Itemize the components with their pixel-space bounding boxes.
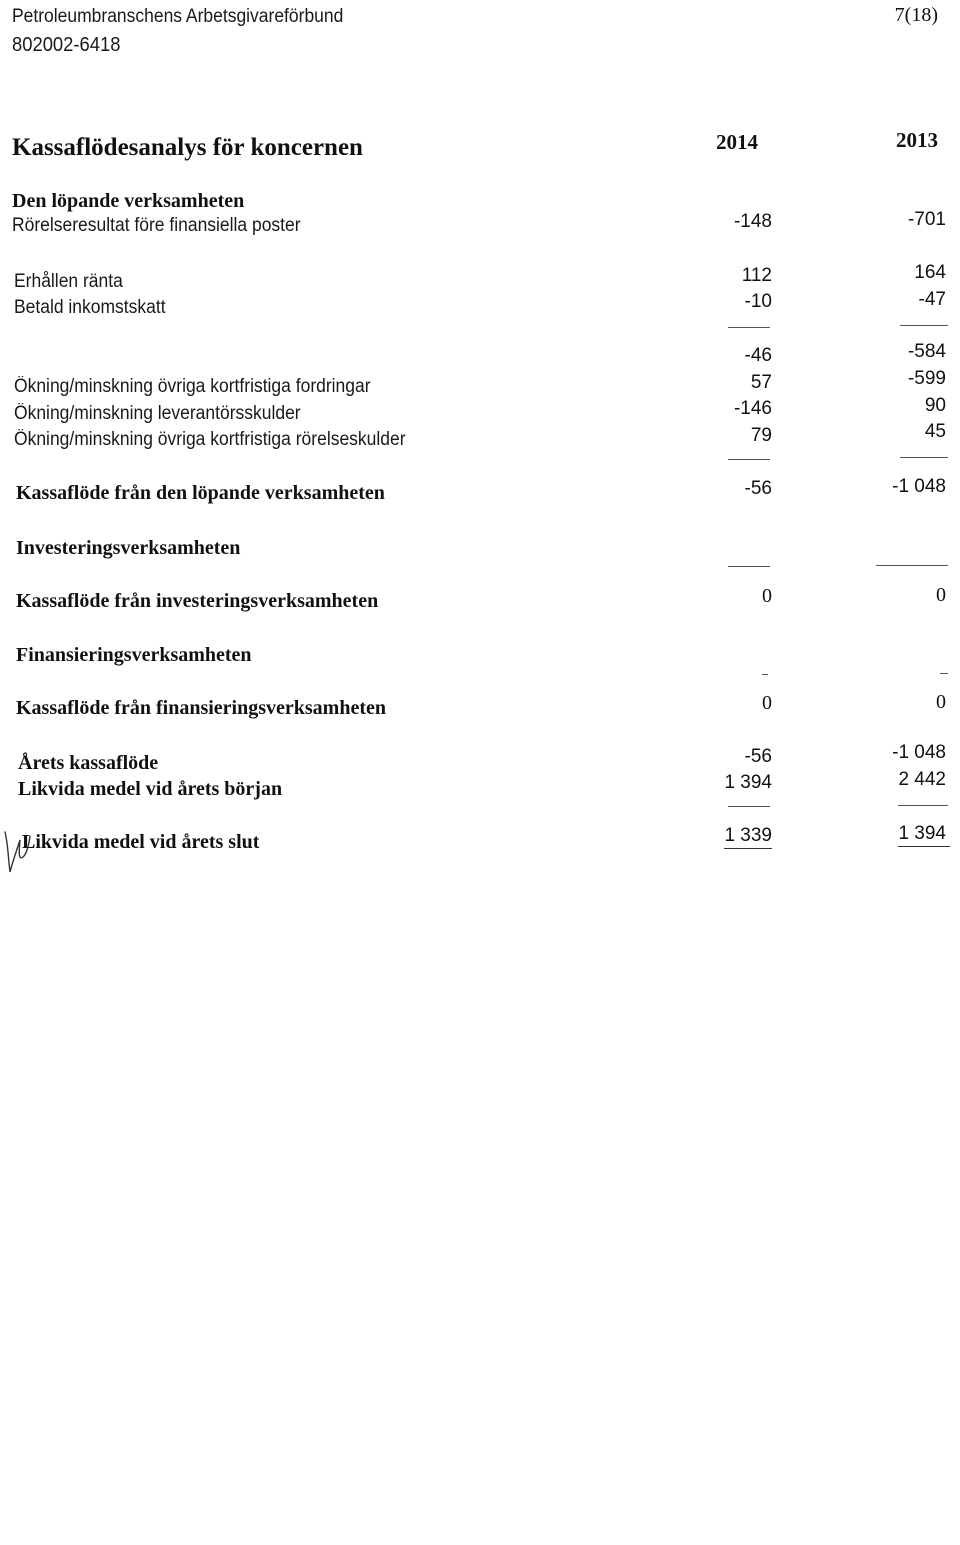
value-rorelseresultat-2014: -148: [733, 211, 772, 232]
row-label-erhallen-ranta: Erhållen ränta: [14, 271, 123, 292]
value-fordringar-2014: 57: [750, 372, 772, 393]
page-number: 7(18): [894, 4, 938, 26]
operating-total-label: Kassaflöde från den löpande verksamheten: [16, 482, 385, 504]
value-likvida-slut-2013: 1 394: [898, 823, 946, 844]
final-rule-2013: [898, 805, 948, 806]
value-subtotal-2013: -584: [907, 341, 946, 362]
value-rorelseskulder-2014: 79: [750, 425, 772, 446]
value-betald-skatt-2014: -10: [744, 291, 772, 312]
likvida-slut-label: Likvida medel vid årets slut: [22, 831, 260, 853]
organization-number: 802002-6418: [12, 34, 121, 56]
row-label-rorelseresultat: Rörelseresultat före finansiella poster: [12, 215, 301, 236]
value-likvida-borjan-2014: 1 394: [724, 772, 772, 793]
subtotal-rule-2014: [728, 327, 770, 328]
value-investing-total-2013: 0: [936, 584, 946, 606]
subtotal-rule-2013: [900, 325, 948, 326]
value-financing-total-2013: 0: [936, 691, 946, 713]
row-label-fordringar: Ökning/minskning övriga kortfristiga fordringar: [14, 376, 371, 397]
operating-heading: Den löpande verksamheten: [12, 190, 245, 212]
likvida-borjan-label: Likvida medel vid årets början: [18, 778, 283, 800]
page-title: Kassaflödesanalys för koncernen: [12, 134, 363, 161]
value-erhallen-ranta-2013: 164: [914, 262, 946, 283]
value-financing-total-2014: 0: [762, 692, 772, 714]
financing-rule-2014: [762, 674, 768, 675]
operating-rule-2014: [728, 459, 770, 460]
final-rule-2014: [728, 806, 770, 807]
financing-heading: Finansieringsverksamheten: [16, 644, 252, 666]
double-rule-2013: [898, 846, 950, 847]
value-fordringar-2013: -599: [907, 368, 946, 389]
value-arets-kassaflode-2014: -56: [744, 746, 772, 767]
value-leverantor-2013: 90: [924, 395, 946, 416]
financing-total-label: Kassaflöde från finansieringsverksamheten: [16, 697, 386, 719]
year-2014-header: 2014: [716, 130, 758, 154]
financing-rule-2013: [940, 673, 948, 674]
value-arets-kassaflode-2013: -1 048: [892, 742, 946, 763]
value-operating-total-2013: -1 048: [892, 476, 946, 497]
investing-rule-2014: [728, 566, 770, 567]
value-betald-skatt-2013: -47: [918, 289, 946, 310]
row-label-betald-skatt: Betald inkomstskatt: [14, 297, 166, 318]
year-2013-header: 2013: [896, 128, 938, 152]
arets-kassaflode-label: Årets kassaflöde: [18, 752, 159, 774]
row-label-leverantor: Ökning/minskning leverantörsskulder: [14, 403, 301, 424]
value-likvida-slut-2014: 1 339: [724, 825, 772, 846]
value-investing-total-2014: 0: [762, 585, 772, 607]
value-operating-total-2014: -56: [744, 478, 772, 499]
value-erhallen-ranta-2014: 112: [741, 265, 772, 286]
value-rorelseresultat-2013: -701: [907, 209, 946, 230]
value-leverantor-2014: -146: [733, 398, 772, 419]
operating-rule-2013: [900, 457, 948, 458]
value-subtotal-2014: -46: [744, 345, 772, 366]
organization-name: Petroleumbranschens Arbetsgivareförbund: [12, 6, 344, 27]
double-rule-2014: [724, 848, 772, 849]
investing-total-label: Kassaflöde från investeringsverksamheten: [16, 590, 379, 612]
row-label-rorelseskulder: Ökning/minskning övriga kortfristiga rörelseskulder: [14, 429, 406, 450]
investing-heading: Investeringsverksamheten: [16, 537, 241, 559]
investing-rule-2013: [876, 565, 948, 566]
handwritten-initials-mark: [2, 826, 32, 878]
value-rorelseskulder-2013: 45: [924, 421, 946, 442]
value-likvida-borjan-2013: 2 442: [898, 769, 946, 790]
